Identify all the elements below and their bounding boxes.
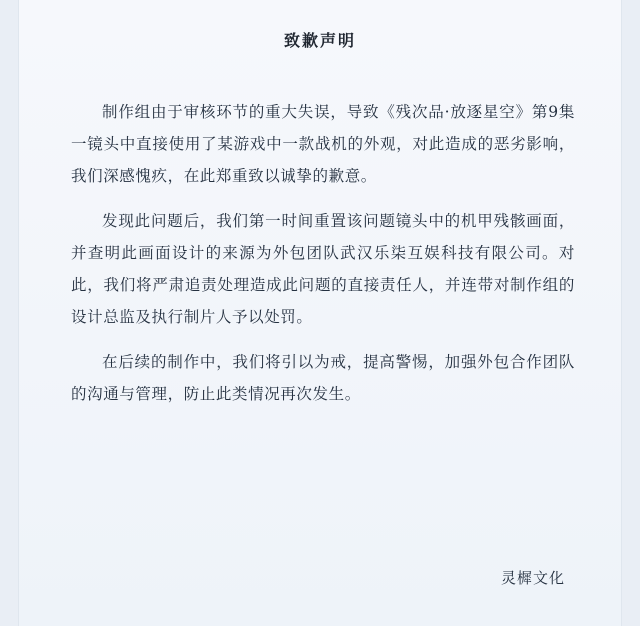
page-margin-right [622,0,640,626]
paragraph-2: 发现此问题后，我们第一时间重置该问题镜头中的机甲残骸画面，并查明此画面设计的来源为外包团队武汉乐柒互娱科技有限公司。对此，我们将严肃追责处理造成此问题的直接责任人，并连带对制作组的设计总监及执行制片人予以处罚。 [71,212,575,326]
page-margin-left [0,0,18,626]
document-body [19,97,621,411]
paragraph-3: 在后续的制作中，我们将引以为戒，提高警惕，加强外包合作团队的沟通与管理，防止此类情况再次发生。 [71,353,575,404]
signature: 灵樨文化 [500,569,565,587]
paragraph-1: 制作组由于审核环节的重大失误，导致《残次品·放逐星空》第9集一镜头中直接使用了某游戏中一款战机的外观，对此造成的恶劣影响，我们深感愧疚，在此郑重致以诚挚的歉意。 [71,103,575,185]
document-page [18,0,622,626]
page-title: 致歉声明 [283,31,356,50]
